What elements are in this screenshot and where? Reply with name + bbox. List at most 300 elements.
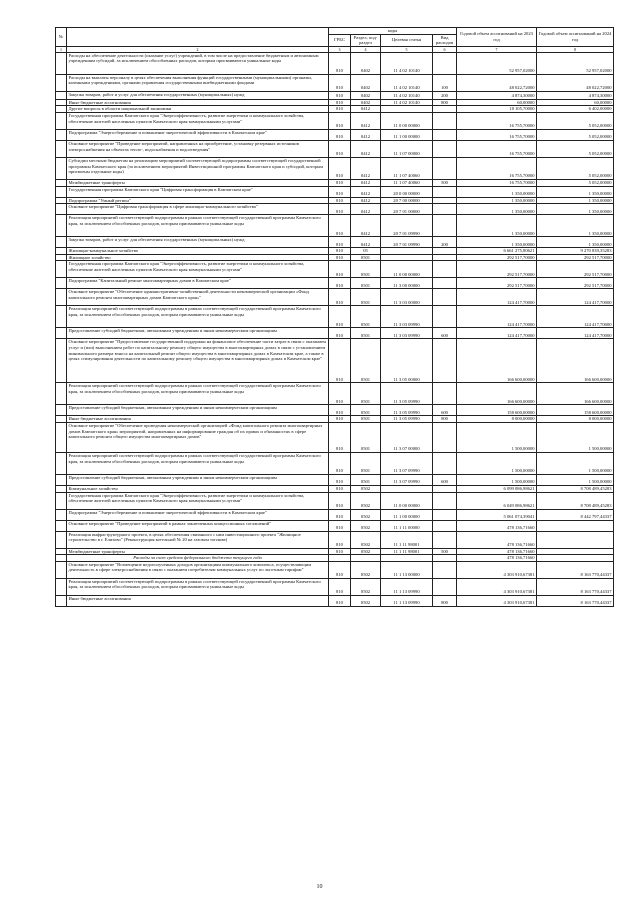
row-razdel: 0502 bbox=[351, 485, 381, 492]
row-sum-2024: 1 500,00000 bbox=[537, 452, 614, 474]
row-expense-type: 800 bbox=[433, 99, 457, 106]
row-name: Основное мероприятие "Цифровая трансформация в сфере жилищно-коммунального хозяйства" bbox=[67, 204, 329, 215]
row-grbs: 810 bbox=[329, 129, 351, 140]
row-razdel: 0502 bbox=[351, 561, 381, 578]
row-expense-type: 800 bbox=[433, 595, 457, 606]
row-grbs: 810 bbox=[329, 452, 351, 474]
row-grbs: 810 bbox=[329, 204, 351, 215]
row-sum-2024: 5 052,00000 bbox=[537, 179, 614, 186]
row-sum-2024: 52 957,02000 bbox=[537, 52, 614, 74]
row-number bbox=[56, 595, 67, 606]
row-razdel: 0412 bbox=[351, 197, 381, 204]
row-razdel: 0502 bbox=[351, 531, 381, 548]
row-grbs: 810 bbox=[329, 578, 351, 595]
row-sum-2023: 16 755,70000 bbox=[457, 157, 537, 179]
row-target-article: 11 1 07 40060 bbox=[381, 157, 433, 179]
row-target-article: 11 1 11 98001 bbox=[381, 531, 433, 548]
row-target-article: 11 3 07 09990 bbox=[381, 452, 433, 474]
row-number bbox=[56, 339, 67, 383]
row-name: Основное мероприятие "Обеспечение административно-хозяйственной деятельности некоммерческой организации «Фонд капитального ремонта многоквартирных домов Камчатского края»" bbox=[67, 289, 329, 306]
row-sum-2024 bbox=[537, 520, 614, 531]
row-grbs: 810 bbox=[329, 197, 351, 204]
row-sum-2024: 9 270 839,35283 bbox=[537, 248, 614, 255]
table-row bbox=[56, 74, 614, 91]
row-expense-type bbox=[433, 112, 457, 129]
row-expense-type bbox=[433, 248, 457, 255]
header-sum-2023: Годовой объем ассигнований на 2023 год bbox=[457, 28, 537, 47]
row-razdel: 0501 bbox=[351, 306, 381, 328]
row-razdel: 0502 bbox=[351, 595, 381, 606]
row-sum-2023: 52 957,02000 bbox=[457, 52, 537, 74]
row-target-article: 11 1 07 00000 bbox=[381, 140, 433, 157]
row-grbs: 810 bbox=[329, 157, 351, 179]
row-razdel: 0501 bbox=[351, 416, 381, 423]
table-row bbox=[56, 416, 614, 423]
row-number bbox=[56, 197, 67, 204]
header-grbs: ГРБС bbox=[329, 34, 351, 46]
row-grbs: 810 bbox=[329, 237, 351, 248]
row-razdel: 0402 bbox=[351, 99, 381, 106]
row-razdel: 0501 bbox=[351, 278, 381, 289]
column-index: 6 bbox=[433, 46, 457, 52]
row-razdel: 0412 bbox=[351, 186, 381, 197]
row-expense-type bbox=[433, 561, 457, 578]
budget-allocation-table bbox=[55, 27, 614, 607]
row-name: Основное мероприятие "Предоставление государственной поддержки на финансовое обеспечение части затрат в связи с оказанием услуг и (или) выполнением работ по капитальному ремонту общего имущества в многоквартирных домах в связи с установлением минимального размера взноса на капитальный ремонт общего имущества в многоквартирных домах в Камчатском крае, а также в целях стимулирования деятельности по капитальному ремонту общего имущества в многоквартирных домах в Камчатском крае" bbox=[67, 339, 329, 383]
row-sum-2023: 166 600,00000 bbox=[457, 383, 537, 405]
row-target-article: 11 0 00 00000 bbox=[381, 112, 433, 129]
row-number bbox=[56, 91, 67, 99]
row-number bbox=[56, 215, 67, 237]
row-sum-2023: 6 661 275,80621 bbox=[457, 248, 537, 255]
row-sum-2024: 1 350,00000 bbox=[537, 237, 614, 248]
row-sum-2024: 48 022,72000 bbox=[537, 74, 614, 91]
row-target-article bbox=[381, 254, 433, 261]
table-row bbox=[56, 157, 614, 179]
row-sum-2023: 292 517,70000 bbox=[457, 261, 537, 278]
row-grbs: 810 bbox=[329, 531, 351, 548]
row-razdel: 0412 bbox=[351, 204, 381, 215]
table-row bbox=[56, 306, 614, 328]
row-name: Расходы на выплаты персоналу в целях обеспечения выполнения функций государственными (муниципальными) органами, казенными учреждениями, органами управления государственными внебюджетными фондами bbox=[67, 74, 329, 91]
row-name: Основное мероприятие "Возмещение недополученных доходов организациям коммунального комплекса, осуществляющим деятельность в сфере электроснабжения в связи с оказанием потребителям коммунальных услуг по льготным тарифам" bbox=[67, 561, 329, 578]
table-row bbox=[56, 91, 614, 99]
row-target-article: 20 0 00 00000 bbox=[381, 186, 433, 197]
row-sum-2023: 478 136,71660 bbox=[457, 555, 537, 562]
table-row bbox=[56, 383, 614, 405]
row-number bbox=[56, 405, 67, 416]
row-expense-type: 200 bbox=[433, 237, 457, 248]
table-row bbox=[56, 595, 614, 606]
header-codes: коды bbox=[329, 28, 457, 35]
row-sum-2024 bbox=[537, 531, 614, 548]
row-expense-type bbox=[433, 157, 457, 179]
row-sum-2024 bbox=[537, 548, 614, 555]
row-razdel: 0412 bbox=[351, 237, 381, 248]
row-sum-2024: 8 163 770,44337 bbox=[537, 561, 614, 578]
row-sum-2024: 6 402,00000 bbox=[537, 106, 614, 113]
row-expense-type bbox=[433, 531, 457, 548]
row-number bbox=[56, 261, 67, 278]
row-grbs: 810 bbox=[329, 186, 351, 197]
row-target-article: 11 3 03 09990 bbox=[381, 328, 433, 339]
row-sum-2023: 1 500,00000 bbox=[457, 452, 537, 474]
table-row bbox=[56, 339, 614, 383]
row-number bbox=[56, 157, 67, 179]
row-number bbox=[56, 509, 67, 520]
row-expense-type: 200 bbox=[433, 91, 457, 99]
row-sum-2024: 5 052,00000 bbox=[537, 129, 614, 140]
row-number bbox=[56, 99, 67, 106]
row-target-article: 20 7 00 00000 bbox=[381, 197, 433, 204]
table-row bbox=[56, 186, 614, 197]
row-grbs: 810 bbox=[329, 99, 351, 106]
row-expense-type bbox=[433, 261, 457, 278]
row-expense-type: 500 bbox=[433, 548, 457, 555]
row-number bbox=[56, 561, 67, 578]
column-index: 4 bbox=[351, 46, 381, 52]
row-grbs: 810 bbox=[329, 74, 351, 91]
row-target-article: 11 4 02 10140 bbox=[381, 52, 433, 74]
row-grbs: 810 bbox=[329, 492, 351, 509]
row-grbs: 810 bbox=[329, 306, 351, 328]
row-expense-type bbox=[433, 254, 457, 261]
row-expense-type bbox=[433, 339, 457, 383]
row-target-article: 11 1 13 09990 bbox=[381, 595, 433, 606]
row-razdel: 0402 bbox=[351, 74, 381, 91]
row-expense-type: 600 bbox=[433, 474, 457, 485]
column-index: 5 bbox=[381, 46, 433, 52]
row-razdel: 0501 bbox=[351, 383, 381, 405]
row-sum-2023: 4 303 910,67381 bbox=[457, 578, 537, 595]
table-row bbox=[56, 237, 614, 248]
row-sum-2023: 478 136,71660 bbox=[457, 531, 537, 548]
row-name: Реализация мероприятий соответствующей подпрограммы в рамках соответствующей государственной программы Камчатского края, за исключением обособленных расходов, которым присваиваются уникальные коды bbox=[67, 306, 329, 328]
row-number bbox=[56, 555, 67, 562]
row-sum-2024: 5 052,00000 bbox=[537, 157, 614, 179]
row-grbs: 810 bbox=[329, 179, 351, 186]
row-target-article: 11 3 05 09990 bbox=[381, 383, 433, 405]
row-name: Коммунальное хозяйство bbox=[67, 485, 329, 492]
table-row bbox=[56, 215, 614, 237]
row-name: Подпрограмма "Капитальный ремонт многоквартирных домов в Камчатском крае" bbox=[67, 278, 329, 289]
row-name: Другие вопросы в области национальной экономики bbox=[67, 106, 329, 113]
row-sum-2023: 1 350,00000 bbox=[457, 215, 537, 237]
row-razdel: 0501 bbox=[351, 261, 381, 278]
row-name: Государственная программа Камчатского края "Энергоэффективность, развитие энергетики и коммунального хозяйства, обеспечение жителей населенных пунктов Камчатского края коммунальными услугами" bbox=[67, 492, 329, 509]
row-sum-2023: 4 303 910,67381 bbox=[457, 595, 537, 606]
row-name: Жилищно-коммунальное хозяйство bbox=[67, 248, 329, 255]
row-sum-2024: 292 517,70000 bbox=[537, 261, 614, 278]
row-grbs: 810 bbox=[329, 140, 351, 157]
budget-table-sheet bbox=[55, 27, 613, 607]
row-sum-2024: 8 163 770,44337 bbox=[537, 578, 614, 595]
row-target-article: 20 7 01 00000 bbox=[381, 204, 433, 215]
row-grbs: 810 bbox=[329, 509, 351, 520]
row-name: Основное мероприятие "Проведение мероприятий, направленных на приобретение, установку резервных источников электроснабжения на объектах тепло-, водоснабжения и водоотведения" bbox=[67, 140, 329, 157]
row-grbs: 810 bbox=[329, 561, 351, 578]
row-number bbox=[56, 416, 67, 423]
column-index: 8 bbox=[537, 46, 614, 52]
row-name: Основное мероприятие "Обеспечение проведения некоммерческой организацией «Фонд капитального ремонта многоквартирных домов Камчатского края» мероприятий, направленных на информирование граждан об их правах и обязанностях в сфере капитального ремонта общего имущества многоквартирных домов" bbox=[67, 422, 329, 452]
row-name: Расходы за счет средств федерального бюджета текущего года bbox=[67, 555, 329, 562]
row-razdel: 0412 bbox=[351, 106, 381, 113]
table-row bbox=[56, 106, 614, 113]
row-expense-type bbox=[433, 422, 457, 452]
row-number bbox=[56, 548, 67, 555]
row-expense-type bbox=[433, 215, 457, 237]
row-name: Иные бюджетные ассигнования bbox=[67, 99, 329, 106]
table-row bbox=[56, 405, 614, 416]
row-name: Предоставление субсидий бюджетным, автономным учреждениям и иным некоммерческим организациям bbox=[67, 405, 329, 416]
row-number bbox=[56, 306, 67, 328]
column-index: 2 bbox=[67, 46, 329, 52]
row-target-article: 11 1 11 00000 bbox=[381, 520, 433, 531]
row-sum-2023: 16 755,70000 bbox=[457, 179, 537, 186]
row-grbs: 810 bbox=[329, 595, 351, 606]
table-row bbox=[56, 561, 614, 578]
row-number bbox=[56, 383, 67, 405]
row-number bbox=[56, 492, 67, 509]
row-name: Реализация мероприятий соответствующей подпрограммы в рамках соответствующей государственной программы Камчатского края, за исключением обособленных расходов, которым присваиваются уникальные коды bbox=[67, 215, 329, 237]
row-grbs: 810 bbox=[329, 405, 351, 416]
row-grbs: 810 bbox=[329, 485, 351, 492]
table-row bbox=[56, 578, 614, 595]
row-sum-2023: 478 136,71660 bbox=[457, 548, 537, 555]
row-razdel: 0501 bbox=[351, 254, 381, 261]
row-expense-type bbox=[433, 52, 457, 74]
row-sum-2023: 1 350,00000 bbox=[457, 197, 537, 204]
row-number bbox=[56, 74, 67, 91]
row-sum-2023: 124 417,70000 bbox=[457, 306, 537, 328]
row-razdel: 0402 bbox=[351, 91, 381, 99]
row-target-article: 11 1 00 00000 bbox=[381, 509, 433, 520]
row-expense-type: 800 bbox=[433, 416, 457, 423]
row-sum-2024: 158 600,00000 bbox=[537, 405, 614, 416]
row-name: Жилищное хозяйство bbox=[67, 254, 329, 261]
row-razdel: 0502 bbox=[351, 492, 381, 509]
row-name: Предоставление субсидий бюджетным, автономным учреждениям и иным некоммерческим организациям bbox=[67, 474, 329, 485]
row-number bbox=[56, 52, 67, 74]
row-grbs: 810 bbox=[329, 215, 351, 237]
row-sum-2023: 5 061 074,39041 bbox=[457, 509, 537, 520]
row-sum-2023: 6 099 086,98621 bbox=[457, 485, 537, 492]
row-grbs: 810 bbox=[329, 383, 351, 405]
row-grbs: 810 bbox=[329, 339, 351, 383]
row-name: Подпрограмма "Умный регион" bbox=[67, 197, 329, 204]
row-sum-2024: 5 052,00000 bbox=[537, 112, 614, 129]
row-grbs: 810 bbox=[329, 548, 351, 555]
row-sum-2024 bbox=[537, 555, 614, 562]
row-sum-2024: 5 052,00000 bbox=[537, 140, 614, 157]
row-razdel: 0501 bbox=[351, 339, 381, 383]
row-target-article: 11 3 03 09990 bbox=[381, 306, 433, 328]
row-expense-type bbox=[433, 520, 457, 531]
row-grbs bbox=[329, 555, 351, 562]
row-sum-2024: 8 708 489,45283 bbox=[537, 492, 614, 509]
row-sum-2023: 478 136,71660 bbox=[457, 520, 537, 531]
row-target-article bbox=[381, 555, 433, 562]
table-row bbox=[56, 52, 614, 74]
row-target-article: 11 1 00 00000 bbox=[381, 129, 433, 140]
row-target-article bbox=[381, 248, 433, 255]
header-name bbox=[67, 28, 329, 47]
row-name: Подпрограмма "Энергосбережение и повышение энергетической эффективности в Камчатском крае" bbox=[67, 129, 329, 140]
row-name: Расходы на обеспечение деятельности (оказание услуг) учреждений, в том числе на предоставление бюджетным и автономным учреждениям субсидий, за исключением обособленных расходов, которым присваиваются уникальные коды bbox=[67, 52, 329, 74]
row-number bbox=[56, 289, 67, 306]
table-row bbox=[56, 261, 614, 278]
row-number bbox=[56, 531, 67, 548]
row-grbs: 810 bbox=[329, 520, 351, 531]
row-razdel: 0502 bbox=[351, 520, 381, 531]
row-expense-type bbox=[433, 140, 457, 157]
table-row bbox=[56, 254, 614, 261]
table-row bbox=[56, 548, 614, 555]
row-expense-type: 600 bbox=[433, 328, 457, 339]
row-target-article: 11 4 02 10140 bbox=[381, 91, 433, 99]
column-index: 3 bbox=[329, 46, 351, 52]
row-name: Государственная программа Камчатского края "Энергоэффективность, развитие энергетики и коммунального хозяйства, обеспечение жителей населенных пунктов Камчатского края коммунальными услугами" bbox=[67, 112, 329, 129]
row-target-article: 11 3 07 09990 bbox=[381, 474, 433, 485]
row-number bbox=[56, 485, 67, 492]
table-row bbox=[56, 129, 614, 140]
header-target-article: Целевая статья bbox=[381, 34, 433, 46]
row-sum-2023: 16 755,70000 bbox=[457, 112, 537, 129]
table-row bbox=[56, 248, 614, 255]
row-number bbox=[56, 179, 67, 186]
row-sum-2024: 1 350,00000 bbox=[537, 204, 614, 215]
row-sum-2024: 1 350,00000 bbox=[537, 197, 614, 204]
row-target-article: 11 1 07 40060 bbox=[381, 179, 433, 186]
row-number bbox=[56, 106, 67, 113]
row-sum-2023: 1 500,00000 bbox=[457, 474, 537, 485]
table-row bbox=[56, 278, 614, 289]
row-name: Реализация инфраструктурного проекта, в целях обеспечения связанного с ним инвестиционного проекта "Жилищное строительство в г. Елизово" (Реконструкция котельной № 20 на газовом топливе) bbox=[67, 531, 329, 548]
row-grbs: 810 bbox=[329, 422, 351, 452]
row-razdel: 0501 bbox=[351, 328, 381, 339]
row-razdel: 05 bbox=[351, 248, 381, 255]
row-razdel: 0502 bbox=[351, 578, 381, 595]
row-sum-2024: 4 874,30000 bbox=[537, 91, 614, 99]
row-grbs: 810 bbox=[329, 328, 351, 339]
row-name: Межбюджетные трансферты bbox=[67, 548, 329, 555]
row-target-article: 11 1 13 09990 bbox=[381, 578, 433, 595]
row-name: Межбюджетные трансферты bbox=[67, 179, 329, 186]
row-razdel: 0502 bbox=[351, 509, 381, 520]
row-number bbox=[56, 254, 67, 261]
table-row bbox=[56, 197, 614, 204]
row-razdel: 0412 bbox=[351, 179, 381, 186]
row-sum-2024: 292 517,70000 bbox=[537, 278, 614, 289]
row-sum-2024: 1 500,00000 bbox=[537, 422, 614, 452]
row-expense-type bbox=[433, 306, 457, 328]
row-razdel: 0501 bbox=[351, 422, 381, 452]
row-target-article: 11 3 03 00000 bbox=[381, 289, 433, 306]
row-expense-type bbox=[433, 278, 457, 289]
row-number bbox=[56, 422, 67, 452]
row-razdel bbox=[351, 555, 381, 562]
row-sum-2023: 16 755,70000 bbox=[457, 140, 537, 157]
row-name: Подпрограмма "Энергосбережение и повышение энергетической эффективности в Камчатском крае" bbox=[67, 509, 329, 520]
row-sum-2023: 1 350,00000 bbox=[457, 186, 537, 197]
row-sum-2024: 166 600,00000 bbox=[537, 383, 614, 405]
table-row bbox=[56, 452, 614, 474]
row-sum-2023: 8 000,00000 bbox=[457, 416, 537, 423]
row-target-article bbox=[381, 485, 433, 492]
row-name: Реализация мероприятий соответствующей подпрограммы в рамках соответствующей государственной программы Камчатского края, за исключением обособленных расходов, которым присваиваются уникальные коды bbox=[67, 383, 329, 405]
row-number bbox=[56, 204, 67, 215]
row-name: Государственная программа Камчатского края "Цифровая трансформация в Камчатском крае" bbox=[67, 186, 329, 197]
table-row bbox=[56, 555, 614, 562]
table-row bbox=[56, 99, 614, 106]
row-target-article bbox=[381, 106, 433, 113]
row-razdel: 0501 bbox=[351, 405, 381, 416]
row-sum-2023: 124 417,70000 bbox=[457, 328, 537, 339]
row-expense-type bbox=[433, 383, 457, 405]
column-index: 7 bbox=[457, 46, 537, 52]
row-expense-type bbox=[433, 578, 457, 595]
table-body bbox=[56, 52, 614, 606]
row-target-article: 11 3 05 09990 bbox=[381, 405, 433, 416]
row-sum-2024: 1 500,00000 bbox=[537, 474, 614, 485]
row-grbs: 810 bbox=[329, 254, 351, 261]
row-target-article: 11 4 02 10140 bbox=[381, 74, 433, 91]
row-razdel: 0412 bbox=[351, 129, 381, 140]
row-expense-type bbox=[433, 555, 457, 562]
row-sum-2024: 8 442 797,44337 bbox=[537, 509, 614, 520]
row-razdel: 0412 bbox=[351, 112, 381, 129]
row-sum-2023: 158 600,00000 bbox=[457, 405, 537, 416]
row-grbs: 810 bbox=[329, 248, 351, 255]
row-expense-type bbox=[433, 106, 457, 113]
row-target-article: 11 1 11 98001 bbox=[381, 548, 433, 555]
row-razdel: 0501 bbox=[351, 289, 381, 306]
row-grbs: 810 bbox=[329, 416, 351, 423]
header-razdel: Раздел, под-раздел bbox=[351, 34, 381, 46]
row-sum-2024: 1 350,00000 bbox=[537, 215, 614, 237]
row-number bbox=[56, 248, 67, 255]
table-row bbox=[56, 112, 614, 129]
row-expense-type: 100 bbox=[433, 74, 457, 91]
row-sum-2024: 292 517,70000 bbox=[537, 254, 614, 261]
row-target-article: 11 0 00 00000 bbox=[381, 492, 433, 509]
table-row bbox=[56, 531, 614, 548]
row-razdel: 0402 bbox=[351, 52, 381, 74]
table-row bbox=[56, 289, 614, 306]
table-row bbox=[56, 328, 614, 339]
row-sum-2023: 1 350,00000 bbox=[457, 237, 537, 248]
row-sum-2023: 48 022,72000 bbox=[457, 74, 537, 91]
row-target-article: 11 3 00 00000 bbox=[381, 278, 433, 289]
row-expense-type: 600 bbox=[433, 405, 457, 416]
row-number bbox=[56, 186, 67, 197]
row-sum-2023: 6 049 086,98621 bbox=[457, 492, 537, 509]
table-row bbox=[56, 474, 614, 485]
row-number bbox=[56, 129, 67, 140]
row-sum-2024: 124 417,70000 bbox=[537, 328, 614, 339]
row-expense-type bbox=[433, 492, 457, 509]
row-razdel: 0501 bbox=[351, 452, 381, 474]
row-sum-2023: 1 350,00000 bbox=[457, 204, 537, 215]
row-number bbox=[56, 452, 67, 474]
row-expense-type bbox=[433, 186, 457, 197]
row-name: Реализация мероприятий соответствующей подпрограммы в рамках соответствующей государственной программы Камчатского края, за исключением обособленных расходов, которым присваиваются уникальные коды bbox=[67, 452, 329, 474]
row-grbs: 810 bbox=[329, 289, 351, 306]
row-grbs: 810 bbox=[329, 91, 351, 99]
table-row bbox=[56, 140, 614, 157]
row-target-article: 20 7 01 09990 bbox=[381, 215, 433, 237]
row-razdel: 0502 bbox=[351, 548, 381, 555]
